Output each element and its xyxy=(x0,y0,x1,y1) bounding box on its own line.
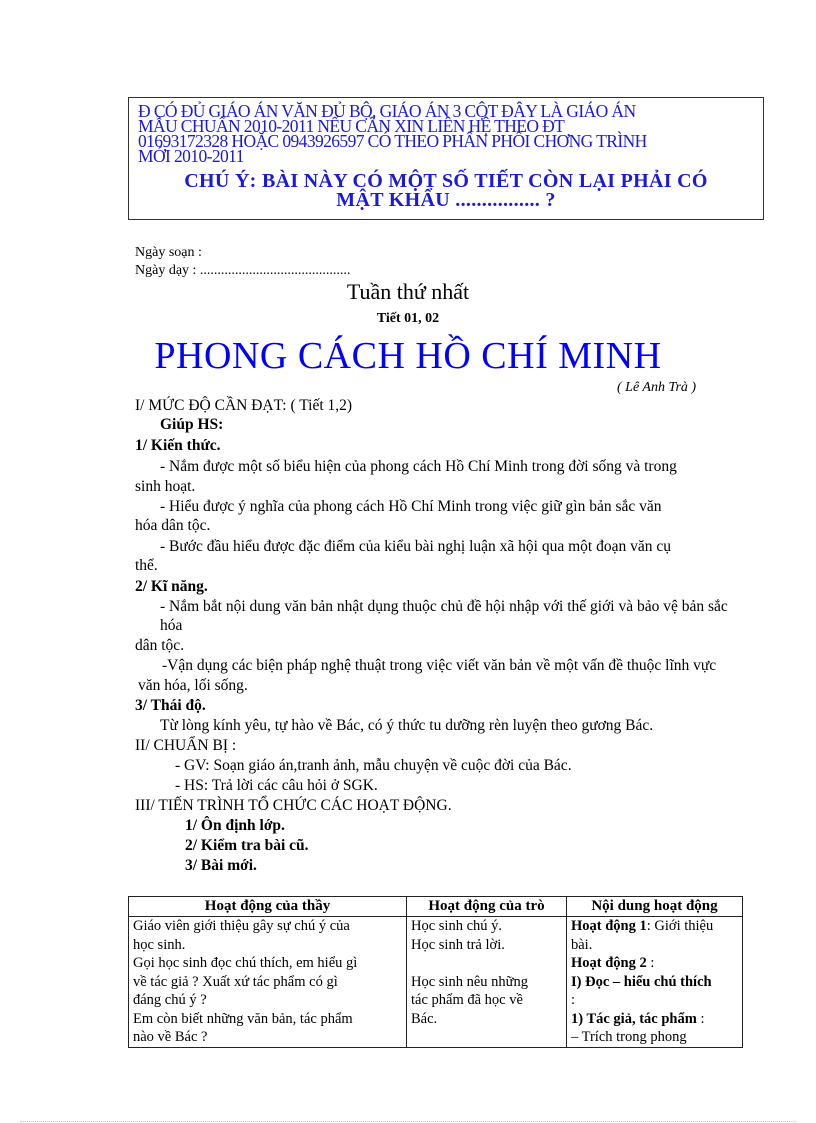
paragraph-line: -Vận dụng các biện pháp nghệ thuật trong việc viết văn bản về một vấn đề thuộc lĩnh vực xyxy=(162,657,717,674)
paragraph-line: - Nắm bắt nội dung văn bản nhật dụng thuộc chủ đề hội nhập với thế giới và bảo vệ bản sắc xyxy=(160,598,728,615)
cell-line: Học sinh nêu những xyxy=(411,973,528,990)
cell-line: Học sinh chú ý. xyxy=(411,918,503,934)
lesson-number: Tiết 01, 02 xyxy=(376,311,440,326)
cell-line: – Trích trong phong xyxy=(571,1029,687,1045)
paragraph-line: Từ lòng kính yêu, tự hào về Bác, có ý thức tu dưỡng rèn luyện theo gương Bác. xyxy=(160,717,654,734)
column-header-content: Nội dung hoạt động xyxy=(567,897,743,917)
paragraph-line: dân tộc. xyxy=(135,637,185,654)
paragraph-line: hóa xyxy=(160,617,183,634)
cell-line: về tác giả ? Xuất xứ tác phẩm có gì xyxy=(133,973,338,990)
date-taught: Ngày dạy : ........................................... xyxy=(135,263,351,278)
step-item: 3/ Bài mới. xyxy=(185,857,257,874)
cell-gap xyxy=(411,954,562,973)
prep-item: - GV: Soạn giáo án,tranh ảnh, mẫu chuyện về cuộc đời của Bác. xyxy=(175,757,572,774)
cell-line xyxy=(571,917,738,936)
activity-table xyxy=(128,896,743,1048)
paragraph-line: thể. xyxy=(135,557,158,574)
cell-line: tác phẩm đã học về xyxy=(411,992,523,1008)
section-heading: II/ CHUẨN BỊ : xyxy=(135,737,237,754)
notice-box xyxy=(128,97,764,220)
cell-line: nào về Bác ? xyxy=(133,1029,208,1045)
cell-line: đáng chú ý ? xyxy=(133,992,207,1008)
paragraph-line: - Hiểu được ý nghĩa của phong cách Hồ Chí Minh trong việc giữ gìn bản sắc văn xyxy=(160,498,662,515)
section-heading: I/ MỨC ĐỘ CẦN ĐẠT: ( Tiết 1,2) xyxy=(135,397,353,414)
cell-line: học sinh. xyxy=(133,936,186,953)
activity-desc: : xyxy=(646,955,655,971)
cell-line: Em còn biết những văn bản, tác phẩm xyxy=(133,1010,353,1027)
date-prepared: Ngày soạn : xyxy=(135,245,202,260)
section-heading: III/ TIẾN TRÌNH TỔ CHỨC CÁC HOẠT ĐỘNG. xyxy=(135,797,452,814)
cell-line xyxy=(571,954,738,973)
column-header-teacher: Hoạt động của thầy xyxy=(129,897,407,917)
cell-line: : xyxy=(571,992,576,1008)
notice-line: Đ CÓ ĐỦ GIÁO ÁN VĂN ĐỦ BỘ, GIÁO ÁN 3 CỘT ĐÂY LÀ GIÁO ÁN xyxy=(138,101,636,121)
paragraph-line: văn hóa, lối sống. xyxy=(138,677,248,694)
cell-line xyxy=(571,1010,738,1029)
table-header-row xyxy=(129,897,743,917)
table-row xyxy=(129,917,743,1048)
prep-item: - HS: Trả lời các câu hỏi ở SGK. xyxy=(175,777,378,794)
page-title: PHONG CÁCH HỒ CHÍ MINH xyxy=(154,335,662,377)
paragraph-line: hóa dân tộc. xyxy=(135,517,211,534)
step-item: 1/ Ôn định lớp. xyxy=(185,817,285,834)
content-cell xyxy=(567,917,743,1048)
cell-line: I) Đọc – hiểu chú thích xyxy=(571,973,712,990)
column-header-student: Hoạt động của trò xyxy=(407,897,567,917)
cell-line: Bác. xyxy=(411,1010,438,1027)
notice-line: MỚI 2010-2011 xyxy=(138,146,244,166)
paragraph-line: - Bước đầu hiểu được đặc điểm của kiểu bài nghị luận xã hội qua một đoạn văn cụ xyxy=(160,538,671,555)
cell-line: Giáo viên giới thiệu gây sự chú ý của xyxy=(133,918,350,934)
author: ( Lê Anh Trà ) xyxy=(617,380,697,395)
week-title: Tuần thứ nhất xyxy=(346,279,470,304)
notice-line: MẪU CHUẨN 2010-2011 NẾU CẦN XIN LIÊN HỆ THEO ĐT xyxy=(138,116,565,136)
skills-heading: 2/ Kĩ năng. xyxy=(135,578,208,595)
teacher-cell xyxy=(129,917,407,1048)
activity-label: Hoạt động 2 xyxy=(571,955,647,971)
student-cell xyxy=(407,917,567,1048)
activity-label: Hoạt động 1 xyxy=(571,918,647,934)
subsection-label: 1) Tác giả, tác phẩm xyxy=(571,1010,697,1027)
password-warning: MẬT KHẨU ................ ? xyxy=(336,189,556,211)
cell-line: Gọi học sinh đọc chú thích, em hiểu gì xyxy=(133,955,358,971)
attitude-heading: 3/ Thái độ. xyxy=(135,697,206,714)
cell-line: Học sinh trả lời. xyxy=(411,936,505,953)
activity-desc: : Giới thiệu xyxy=(646,918,714,934)
paragraph-line: sinh hoạt. xyxy=(135,478,196,495)
subheading: Giúp HS: xyxy=(160,416,224,433)
paragraph-line: - Nắm được một số biểu hiện của phong cách Hồ Chí Minh trong đời sống và trong xyxy=(160,458,677,475)
notice-line: 01693172328 HOẶC 0943926597 CÓ THEO PHÂN PHỐI CHƠNG TRÌNH xyxy=(138,131,647,151)
page-boundary xyxy=(20,1121,796,1122)
subsection-desc: : xyxy=(696,1010,705,1027)
knowledge-heading: 1/ Kiến thức. xyxy=(135,437,221,454)
step-item: 2/ Kiểm tra bài cũ. xyxy=(185,837,309,854)
cell-line: bài. xyxy=(571,936,593,953)
password-warning: CHÚ Ý: BÀI NÀY CÓ MỘT SỐ TIẾT CÒN LẠI PHẢI CÓ xyxy=(184,170,708,192)
